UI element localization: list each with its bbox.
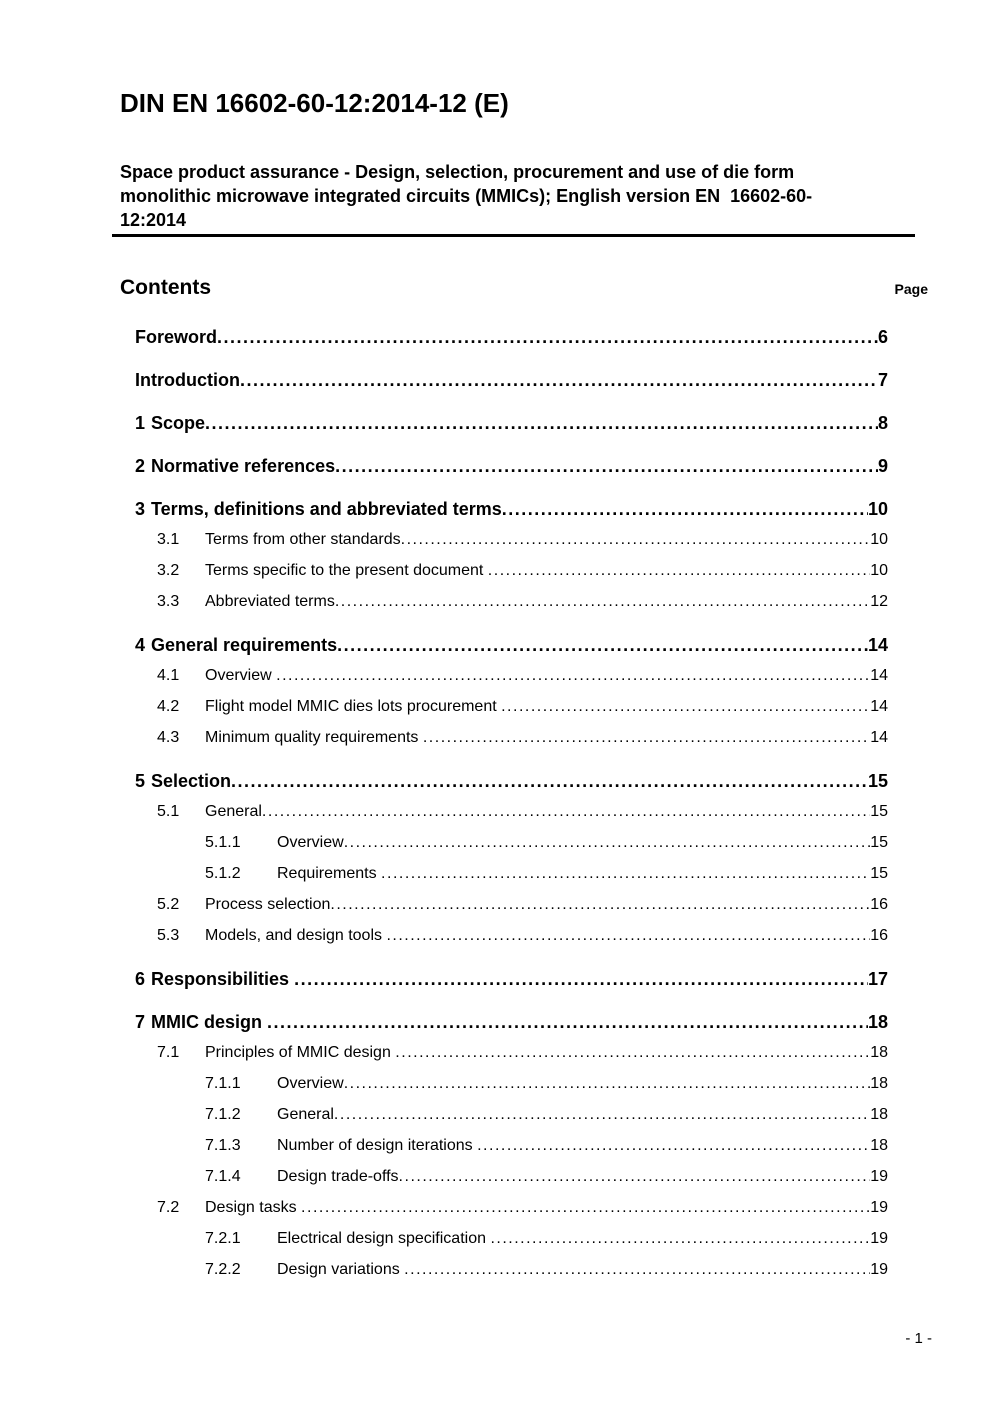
toc-entry[interactable] xyxy=(120,1167,888,1187)
toc-entry-number: 4.3 xyxy=(157,729,180,746)
toc-entry-number: 7.1.1 xyxy=(205,1075,241,1092)
toc-entry-label: Introduction xyxy=(135,370,240,390)
toc-entry-label: Electrical design specification xyxy=(277,1230,491,1247)
toc-entry-label: Overview xyxy=(205,667,277,684)
toc-leader-dots xyxy=(401,530,871,550)
toc-leader-dots xyxy=(330,895,870,915)
toc-entry-number: 5.3 xyxy=(157,927,180,944)
toc-entry-page: 14 xyxy=(870,667,888,684)
toc-entry-page: 18 xyxy=(870,1137,888,1154)
toc-entry-label: Number of design iterations xyxy=(277,1137,478,1154)
toc-entry-label: Foreword xyxy=(135,327,218,347)
toc-entry[interactable] xyxy=(120,728,888,748)
toc-entry[interactable] xyxy=(120,327,888,347)
toc-entry-label: MMIC design xyxy=(151,1012,268,1032)
toc-entry-page: 18 xyxy=(870,1075,888,1092)
toc-entry[interactable] xyxy=(120,864,888,884)
toc-leader-dots xyxy=(262,802,870,822)
toc-leader-dots xyxy=(335,592,870,612)
toc-entry-number: 7.2 xyxy=(157,1199,180,1216)
toc-entry-number: 4 xyxy=(135,635,146,655)
toc-leader-dots xyxy=(386,926,870,946)
toc-leader-dots xyxy=(490,1229,870,1249)
toc-entry-page: 12 xyxy=(870,593,888,610)
toc-entry-label: Terms from other standards xyxy=(205,531,401,548)
toc-entry-page: 15 xyxy=(870,865,888,882)
toc-entry-number: 3.1 xyxy=(157,531,180,548)
footer-page-number: - 1 - xyxy=(905,1330,932,1347)
toc-leader-dots xyxy=(335,456,878,476)
toc-entry[interactable] xyxy=(120,895,888,915)
toc-entry[interactable] xyxy=(120,771,888,791)
toc-leader-dots xyxy=(399,1167,871,1187)
toc-entry-number: 4.2 xyxy=(157,698,180,715)
toc-entry-label: Design variations xyxy=(277,1261,405,1278)
toc-entry[interactable] xyxy=(120,370,888,390)
toc-entry-number: 7.1.3 xyxy=(205,1137,241,1154)
toc-entry[interactable] xyxy=(120,413,888,433)
toc-entry[interactable] xyxy=(120,1074,888,1094)
toc-entry-page: 10 xyxy=(867,499,888,519)
toc-leader-dots xyxy=(276,666,870,686)
toc-entry-page: 19 xyxy=(870,1199,888,1216)
toc-entry-number: 5 xyxy=(135,771,146,791)
toc-leader-dots xyxy=(423,728,870,748)
toc-leader-dots xyxy=(301,1198,870,1218)
toc-entry-page: 18 xyxy=(870,1106,888,1123)
toc-entry-label: Flight model MMIC dies lots procurement xyxy=(205,698,502,715)
toc-leader-dots xyxy=(217,327,878,347)
toc-leader-dots xyxy=(344,1074,871,1094)
toc-entry-label: General xyxy=(205,803,262,820)
toc-entry-number: 5.1.1 xyxy=(205,834,241,851)
toc-entry[interactable] xyxy=(120,530,888,550)
toc-entry-label: Requirements xyxy=(277,865,382,882)
toc-leader-dots xyxy=(294,969,868,989)
toc-entry[interactable] xyxy=(120,1229,888,1249)
subtitle-line: 12:2014 xyxy=(120,210,187,230)
toc-entry-page: 18 xyxy=(867,1012,888,1032)
toc-entry-page: 8 xyxy=(877,413,888,433)
toc-leader-dots xyxy=(334,1105,870,1125)
toc-entry-number: 7 xyxy=(135,1012,146,1032)
toc-entry-number: 4.1 xyxy=(157,667,180,684)
toc-entry-page: 7 xyxy=(877,370,888,390)
toc-entry-label: Normative references xyxy=(151,456,336,476)
toc-entry-page: 14 xyxy=(870,729,888,746)
toc-entry-page: 19 xyxy=(870,1168,888,1185)
toc-entry-label: Design tasks xyxy=(205,1199,302,1216)
toc-entry[interactable] xyxy=(120,1260,888,1280)
toc-entry[interactable] xyxy=(120,1012,888,1032)
toc-entry-page: 19 xyxy=(870,1230,888,1247)
toc-entry-label: General requirements xyxy=(151,635,338,655)
toc-entry-label: Overview xyxy=(277,834,344,851)
toc-leader-dots xyxy=(404,1260,870,1280)
toc-leader-dots xyxy=(240,370,878,390)
toc-leader-dots xyxy=(477,1136,870,1156)
toc-entry-label: Design trade-offs xyxy=(277,1168,399,1185)
toc-entry-page: 15 xyxy=(870,834,888,851)
title-divider xyxy=(112,234,915,237)
toc-entry[interactable] xyxy=(120,1105,888,1125)
toc-entry-page: 10 xyxy=(870,531,888,548)
toc-entry-number: 7.1.2 xyxy=(205,1106,241,1123)
toc-entry-label: Scope xyxy=(151,413,206,433)
contents-header-row xyxy=(120,275,928,301)
toc-entry-number: 7.1 xyxy=(157,1044,180,1061)
toc-leader-dots xyxy=(502,499,868,519)
toc-entry[interactable] xyxy=(120,666,888,686)
document-content xyxy=(120,0,928,1280)
toc-entry[interactable] xyxy=(120,499,888,519)
toc-entry-number: 6 xyxy=(135,969,146,989)
toc-entry[interactable] xyxy=(120,926,888,946)
toc-entry-page: 15 xyxy=(870,803,888,820)
toc-entry-number: 5.1.2 xyxy=(205,865,241,882)
toc-entry-label: Models, and design tools xyxy=(205,927,387,944)
toc-entry[interactable] xyxy=(120,635,888,655)
toc-entry-label: Selection xyxy=(151,771,232,791)
toc-entry-page: 16 xyxy=(870,896,888,913)
toc-entry-number: 3 xyxy=(135,499,146,519)
toc-entry-page: 18 xyxy=(870,1044,888,1061)
toc-entry-number: 5.2 xyxy=(157,896,180,913)
toc-entry-label: Terms, definitions and abbreviated terms xyxy=(151,499,502,519)
toc-entry-label: Overview xyxy=(277,1075,344,1092)
toc-entry-number: 2 xyxy=(135,456,146,476)
toc-leader-dots xyxy=(267,1012,868,1032)
toc-leader-dots xyxy=(231,771,868,791)
toc-entry-number: 5.1 xyxy=(157,803,180,820)
page-column-label: Page xyxy=(894,281,928,297)
toc-entry-page: 19 xyxy=(870,1261,888,1278)
toc-leader-dots xyxy=(205,413,878,433)
subtitle-line: monolithic microwave integrated circuits (MMICs); English version EN 16602-60- xyxy=(120,186,813,206)
toc-entry[interactable] xyxy=(120,802,888,822)
toc-entry[interactable] xyxy=(120,592,888,612)
toc-entry[interactable] xyxy=(120,833,888,853)
toc-leader-dots xyxy=(381,864,870,884)
toc-entry[interactable] xyxy=(120,1136,888,1156)
toc-entry-label: Responsibilities xyxy=(151,969,295,989)
toc-entry-page: 9 xyxy=(877,456,888,476)
toc-entry-page: 17 xyxy=(867,969,888,989)
toc-entry[interactable] xyxy=(120,697,888,717)
toc-entry-number: 7.2.1 xyxy=(205,1230,241,1247)
toc-leader-dots xyxy=(488,561,870,581)
toc-entry-page: 6 xyxy=(877,327,888,347)
toc-entry-page: 16 xyxy=(870,927,888,944)
toc-leader-dots xyxy=(395,1043,870,1063)
toc-entry-label: General xyxy=(277,1106,334,1123)
toc-entry-label: Principles of MMIC design xyxy=(205,1044,396,1061)
toc-entry-number: 1 xyxy=(135,413,146,433)
document-title: DIN EN 16602-60-12:2014-12 (E) xyxy=(120,88,509,118)
toc-entry-label: Abbreviated terms xyxy=(205,593,335,610)
toc-entry-page: 15 xyxy=(867,771,888,791)
toc-leader-dots xyxy=(501,697,870,717)
toc-entry-number: 3.3 xyxy=(157,593,180,610)
toc-entry-label: Process selection xyxy=(205,896,331,913)
toc-entry-number: 3.2 xyxy=(157,562,180,579)
toc-entry[interactable] xyxy=(120,561,888,581)
toc-entry[interactable] xyxy=(120,1198,888,1218)
document-subtitle xyxy=(120,160,928,232)
toc-entry-page: 14 xyxy=(870,698,888,715)
toc-entry-number: 7.2.2 xyxy=(205,1261,241,1278)
toc-entry-label: Terms specific to the present document xyxy=(205,562,488,579)
subtitle-line: Space product assurance - Design, selection, procurement and use of die form xyxy=(120,162,795,182)
toc-entry[interactable] xyxy=(120,969,888,989)
toc-entry[interactable] xyxy=(120,456,888,476)
toc-entry-page: 10 xyxy=(870,562,888,579)
toc-entry-label: Minimum quality requirements xyxy=(205,729,423,746)
toc-entry-number: 7.1.4 xyxy=(205,1168,241,1185)
toc-leader-dots xyxy=(344,833,871,853)
contents-heading: Contents xyxy=(120,276,211,299)
toc-entry-page: 14 xyxy=(867,635,888,655)
toc-entry[interactable] xyxy=(120,1043,888,1063)
toc-list xyxy=(120,327,888,1280)
toc-leader-dots xyxy=(337,635,868,655)
